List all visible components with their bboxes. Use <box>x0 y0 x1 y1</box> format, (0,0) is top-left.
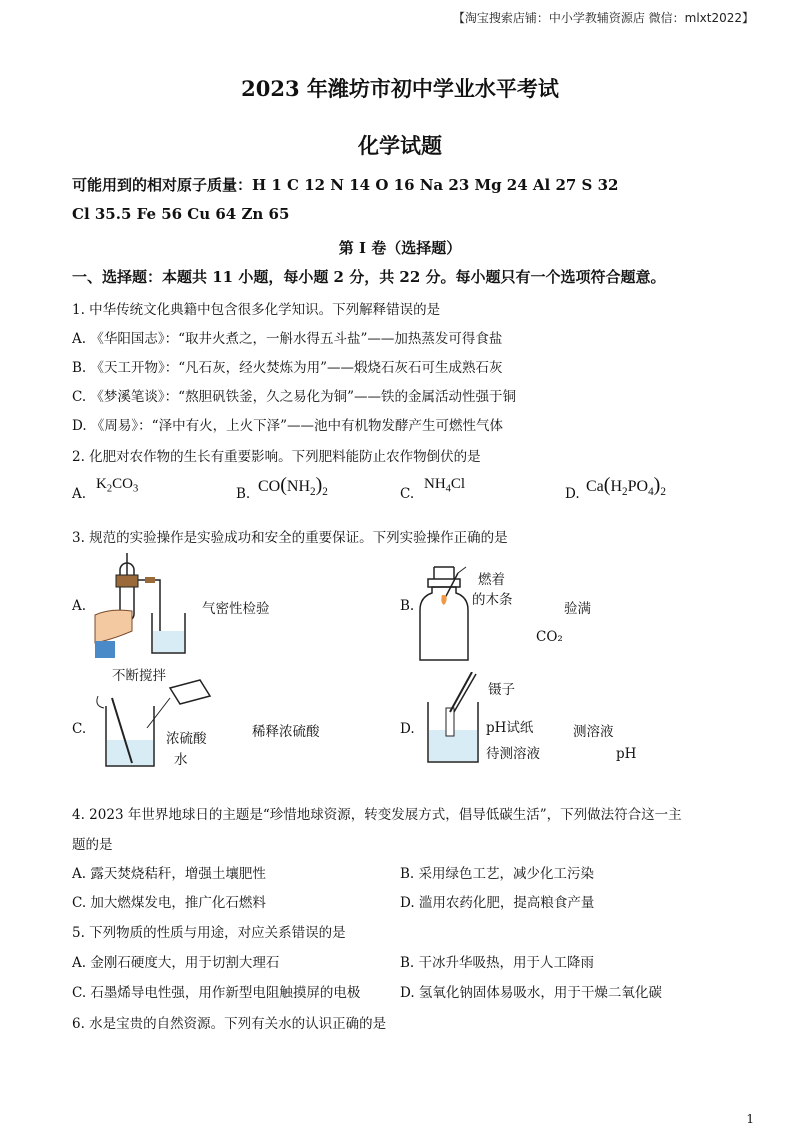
q3-d-fig-text2: pH试纸 <box>486 720 534 736</box>
q3-option-a-label: 气密性检验 <box>202 601 270 617</box>
exam-title: 2023 年潍坊市初中学业水平考试 <box>241 76 559 101</box>
q5-option-b: B. 干冰升华吸热，用于人工降雨 <box>400 955 595 971</box>
q1-option-a: A. 《华阳国志》：“取井火煮之，一斛水得五斗盐”——加热蒸发可得食盐 <box>72 331 503 347</box>
q3-option-c-letter: C. <box>72 721 87 737</box>
q5-option-a: A. 金刚石硬度大，用于切割大理石 <box>72 955 280 971</box>
co2-check-full-figure <box>414 565 524 665</box>
q5-option-d: D. 氢氧化钠固体易吸水，用于干燥二氧化碳 <box>400 985 662 1001</box>
q3-option-c-label: 稀释浓硫酸 <box>252 724 320 740</box>
q3-option-a-letter: A. <box>72 598 87 614</box>
q6-stem: 6. 水是宝贵的自然资源。下列有关水的认识正确的是 <box>72 1016 387 1032</box>
q4-stem-line1: 4. 2023 年世界地球日的主题是“珍惜地球资源，转变发展方式，倡导低碳生活”，下列做法符合这一主 <box>72 807 682 823</box>
q2-option-c-formula: $NH_4Cl$ <box>424 476 466 495</box>
q3-option-b-label2: CO₂ <box>536 629 563 645</box>
q4-option-b: B. 采用绿色工艺，减少化工污染 <box>400 866 595 882</box>
q2-option-d-formula: $Ca(H_2PO_4)_2$ <box>586 474 666 498</box>
q3-stem: 3. 规范的实验操作是实验成功和安全的重要保证。下列实验操作正确的是 <box>72 530 508 546</box>
q4-option-c: C. 加大燃煤发电，推广化石燃料 <box>72 895 266 911</box>
q3-option-d-label2: pH <box>616 746 637 762</box>
q2-option-b-formula: $CO(NH_2)_2$ <box>258 474 328 498</box>
q2-option-a-letter: A. <box>72 486 87 502</box>
q2-option-a-formula: $K_2CO_3$ <box>96 476 139 495</box>
q1-option-b: B. 《天工开物》：“凡石灰，经火焚炼为用”——煅烧石灰石可生成熟石灰 <box>72 360 503 376</box>
q2-option-c-letter: C. <box>400 486 415 502</box>
atomic-masses-line1: 可能用到的相对原子质量：H 1 C 12 N 14 O 16 Na 23 Mg 24 Al 27 S 32 <box>72 176 619 194</box>
q3-d-fig-text1: 镊子 <box>488 682 515 698</box>
q4-option-a: A. 露天焚烧秸秆，增强土壤肥性 <box>72 866 266 882</box>
q1-stem: 1. 中华传统文化典籍中包含很多化学知识。下列解释错误的是 <box>72 302 441 318</box>
q2-option-b-letter: B. <box>236 486 251 502</box>
q3-b-fig-text1: 燃着 <box>478 572 505 588</box>
q3-c-fig-text3: 水 <box>174 752 188 768</box>
q5-option-c: C. 石墨烯导电性强，用作新型电阻触摸屏的电极 <box>72 985 361 1001</box>
q3-option-d-label: 测溶液 <box>573 724 614 740</box>
atomic-masses-line2: Cl 35.5 Fe 56 Cu 64 Zn 65 <box>72 205 290 223</box>
q3-option-b-letter: B. <box>400 598 415 614</box>
q2-stem: 2. 化肥对农作物的生长有重要影响。下列肥料能防止农作物倒伏的是 <box>72 449 481 465</box>
q3-b-fig-text2: 的木条 <box>472 592 513 608</box>
airtightness-test-figure <box>90 553 200 658</box>
q3-option-d-letter: D. <box>400 721 415 737</box>
q4-stem-line2: 题的是 <box>72 837 113 853</box>
q3-option-b-label: 验满 <box>564 601 591 617</box>
exam-subtitle: 化学试题 <box>358 133 442 158</box>
q1-option-d: D. 《周易》：“泽中有火，上火下泽”——池中有机物发酵产生可燃性气体 <box>72 418 503 434</box>
volume-title: 第 I 卷（选择题） <box>338 239 462 257</box>
q5-stem: 5. 下列物质的性质与用途，对应关系错误的是 <box>72 925 346 941</box>
section-title: 一、选择题：本题共 11 小题，每小题 2 分，共 22 分。每小题只有一个选项符合题意。 <box>72 268 666 286</box>
page-header: 【淘宝搜索店铺：中小学教辅资源店 微信：mlxt2022】 <box>452 11 754 25</box>
q2-option-d-letter: D. <box>565 486 580 502</box>
q3-c-fig-text1: 不断搅拌 <box>112 668 166 684</box>
page-number: 1 <box>746 1112 754 1126</box>
q1-option-c: C. 《梦溪笔谈》：“熬胆矾铁釜，久之易化为铜”——铁的金属活动性强于铜 <box>72 389 516 405</box>
q3-d-fig-text3: 待测溶液 <box>486 746 540 762</box>
q4-option-d: D. 滥用农药化肥，提高粮食产量 <box>400 895 595 911</box>
q3-c-fig-text2: 浓硫酸 <box>166 731 207 747</box>
